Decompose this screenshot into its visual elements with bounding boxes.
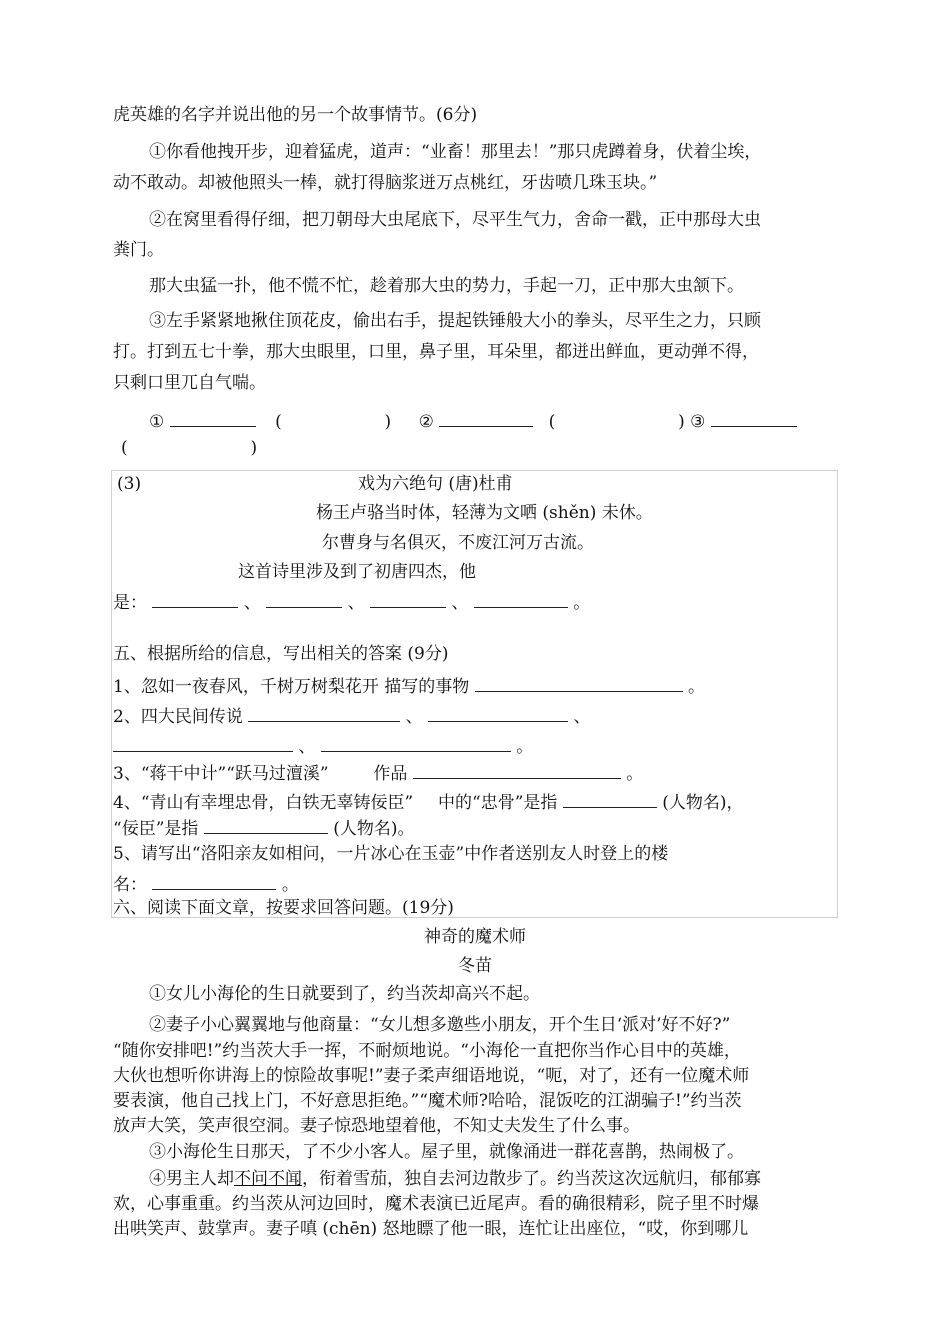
question-text: (人物名)，	[662, 793, 744, 813]
question-text: 4、“青山有幸埋忠骨，白铁无辜铸佞臣”	[113, 793, 414, 813]
paragraph-line: 要表演，他自己找上门，不好意思拒绝。”“魔术师?哈哈，混饭吃的江湖骗子!”约当茨	[113, 1091, 742, 1111]
question-text: (人物名)。	[333, 819, 415, 839]
separator: 、	[405, 707, 423, 727]
excerpt-3-line: 打。打到五七十拳，那大虫眼里，口里，鼻子里，耳朵里，都迸出鲜血，更动弹不得，	[113, 342, 759, 362]
period: 。	[688, 677, 706, 697]
period: 。	[516, 737, 534, 757]
paren-close: )	[384, 412, 392, 432]
question-4	[113, 789, 743, 814]
answer-prefix: 是：	[113, 593, 147, 613]
answer-blank-1[interactable]	[170, 408, 256, 427]
paren-close: )	[250, 438, 258, 458]
excerpt-3-line: ③左手紧紧地揪住顶花皮，偷出右手，提起铁锤般大小的拳头，尽平生之力，只顾	[149, 311, 761, 331]
paragraph-line	[149, 1168, 761, 1190]
separator: 、	[243, 593, 261, 613]
question-text: 名：	[113, 875, 147, 895]
section-heading: 六、阅读下面文章，按要求回答问题。(19分)	[113, 898, 454, 918]
answer-blank[interactable]	[152, 871, 276, 890]
question-text: 中的“忠骨”是指	[438, 793, 558, 813]
paragraph-line: ③小海伦生日那天，了不少小客人。屋子里，就像涌进一群花喜鹊，热闹极了。	[149, 1142, 744, 1162]
underlined-phrase: 不问不闻	[234, 1169, 302, 1189]
question-3	[113, 760, 643, 785]
section-heading: 五、根据所给的信息，写出相关的答案 (9分)	[113, 644, 449, 664]
answer-blank[interactable]	[475, 673, 683, 692]
answer-blank[interactable]	[248, 703, 400, 722]
poem-question: 这首诗里涉及到了初唐四杰，他	[238, 562, 476, 582]
poem-line: 尔曹身与名俱灭，不废江河万古流。	[322, 533, 594, 553]
question-text: “佞臣”是指	[113, 819, 199, 839]
poem-title: 戏为六绝句 (唐)杜甫	[358, 474, 513, 494]
answer-blank[interactable]	[370, 589, 446, 608]
answer-blank[interactable]	[152, 589, 238, 608]
question-text: 3、“蒋干中计”“跃马过澶溪”	[113, 764, 329, 784]
question-5: 5、请写出“洛阳亲友如相问，一片冰心在玉壶”中作者送别友人时登上的楼	[113, 844, 669, 864]
excerpt-2-line: 那大虫猛一扑，他不慌不忙，趁着那大虫的势力，手起一刀，正中那大虫颔下。	[149, 276, 744, 296]
question-2	[113, 703, 590, 728]
separator: 、	[347, 593, 365, 613]
poem-answer-row	[113, 589, 590, 614]
answer-blank-2[interactable]	[439, 408, 533, 427]
paren-close: )	[678, 412, 685, 432]
excerpt-2-line: ②在窝里看得仔细，把刀朝母大虫尾底下，尽平生气力，舍命一戳，正中那母大虫	[149, 210, 761, 230]
answer-paren-row	[113, 437, 257, 459]
question-text: 1、忽如一夜春风，千树万树梨花开 描写的事物	[113, 677, 470, 697]
excerpt-1-line: ①你看他拽开步，迎着猛虎，道声：“业畜！那里去！”那只虎蹲着身，伏着尘埃，	[149, 142, 762, 162]
period: 。	[573, 593, 591, 613]
paragraph-line: 大伙也想听你讲海上的惊险故事呢!”妻子柔声细语地说，“呃，对了，还有一位魔术师	[113, 1066, 750, 1086]
paren-open: (	[548, 412, 556, 432]
question-5-cont	[113, 871, 299, 896]
paren-open: (	[121, 438, 128, 458]
paragraph-text: ④男主人却	[149, 1169, 234, 1189]
answer-label-2: ②	[418, 412, 434, 432]
period: 。	[626, 764, 644, 784]
question-1	[113, 673, 705, 698]
paragraph-text: ，衔着雪茄，独自去河边散步了。约当茨这次远航归，郁郁寡	[302, 1169, 761, 1189]
answer-blank-3[interactable]	[711, 408, 797, 427]
question-2-cont	[113, 733, 533, 758]
question-text: 作品	[373, 764, 408, 784]
excerpt-1-line: 动不敢动。却被他照头一棒，就打得脑浆迸万点桃红，牙齿喷几珠玉块。”	[113, 173, 658, 193]
question-text: 虎英雄的名字并说出他的另一个故事情节。(6分)	[113, 105, 478, 125]
answer-blank[interactable]	[413, 760, 621, 779]
paren-open: (	[275, 412, 282, 432]
excerpt-3-line: 只剩口里兀自气喘。	[113, 373, 266, 393]
paragraph-line: “随你安排吧!”约当茨大手一挥，不耐烦地说。“小海伦一直把你当作心目中的英雄，	[113, 1041, 741, 1061]
answer-blank[interactable]	[474, 589, 568, 608]
answer-blank[interactable]	[113, 733, 293, 752]
paragraph-line: 出哄笑声、鼓掌声。妻子嗔 (chēn) 怒地瞟了他一眼，连忙让出座位，“哎，你到哪儿	[113, 1219, 749, 1239]
question-4-cont	[113, 815, 414, 840]
poem-number: (3)	[117, 474, 142, 494]
separator: 、	[298, 737, 316, 757]
answer-row	[149, 408, 797, 433]
separator: 、	[573, 707, 591, 727]
paragraph-line: ①女儿小海伦的生日就要到了，约当茨却高兴不起。	[149, 984, 540, 1004]
poem-line: 杨王卢骆当时体，轻薄为文哂 (shěn) 未休。	[316, 503, 653, 523]
period: 。	[281, 875, 299, 895]
paragraph-line: 欢，心事重重。约当茨从河边回时，魔术表演已近尾声。看的确很精彩，院子里不时爆	[113, 1194, 759, 1214]
answer-blank[interactable]	[266, 589, 342, 608]
answer-label-3: ③	[690, 412, 706, 432]
article-title: 神奇的魔术师	[424, 927, 526, 947]
excerpt-2-line: 粪门。	[113, 240, 164, 260]
paragraph-line: 放声大笑，笑声很空洞。妻子惊恐地望着他，不知丈夫发生了什么事。	[113, 1116, 640, 1136]
answer-label-1: ①	[149, 412, 165, 432]
paragraph-line: ②妻子小心翼翼地与他商量：“女儿想多邀些小朋友，开个生日‘派对’好不好?”	[149, 1015, 731, 1035]
separator: 、	[451, 593, 469, 613]
question-text: 2、四大民间传说	[113, 707, 243, 727]
answer-blank[interactable]	[428, 703, 568, 722]
answer-blank[interactable]	[563, 789, 657, 808]
article-author: 冬苗	[458, 956, 492, 976]
answer-blank[interactable]	[321, 733, 511, 752]
answer-blank[interactable]	[204, 815, 328, 834]
